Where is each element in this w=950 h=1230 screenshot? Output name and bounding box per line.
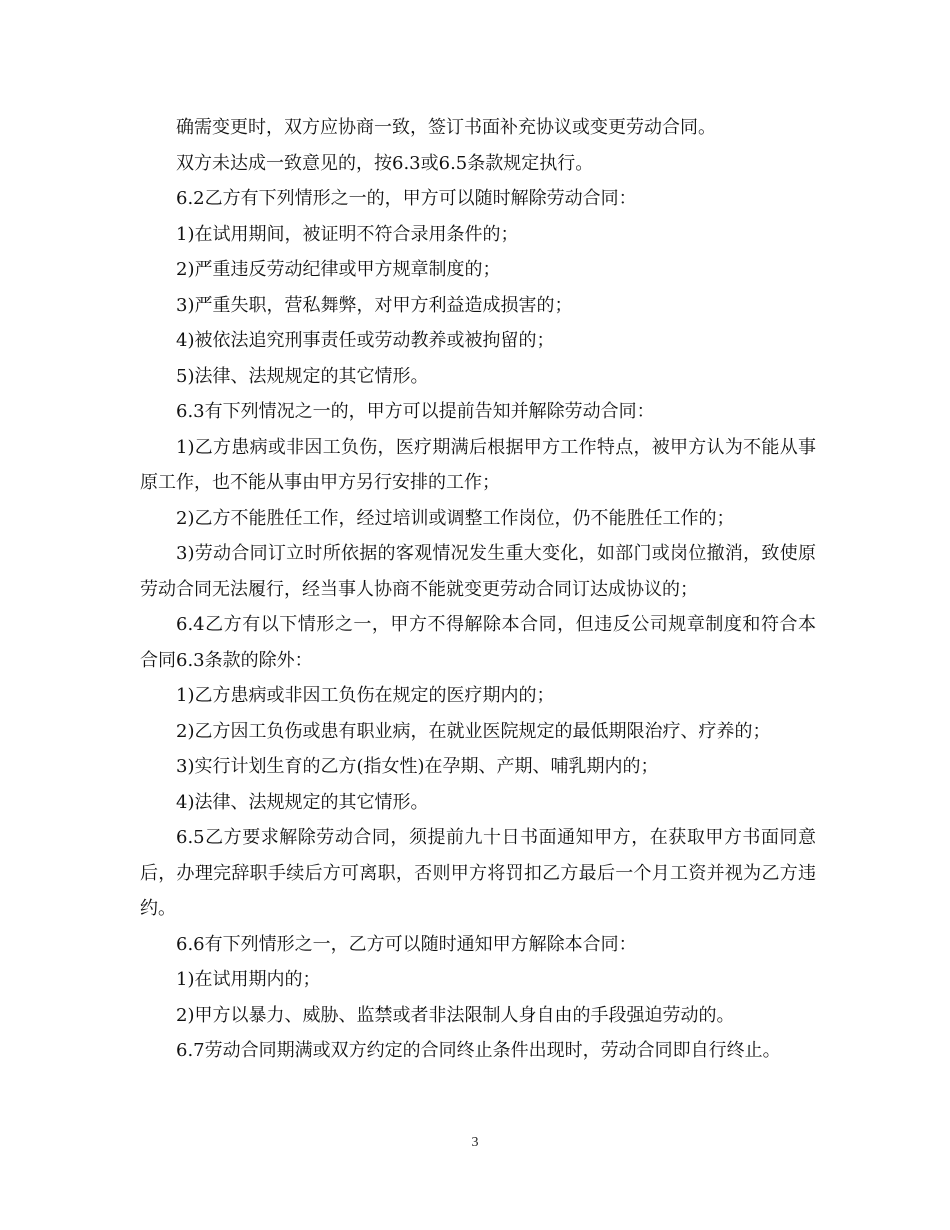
paragraph: 6.4乙方有以下情形之一，甲方不得解除本合同，但违反公司规章制度和符合本合同6.3条款的除外： xyxy=(140,614,816,671)
paragraph: 6.2乙方有下列情形之一的，甲方可以随时解除劳动合同： xyxy=(176,188,637,209)
paragraph: 1)乙方患病或非因工负伤在规定的医疗期内的； xyxy=(176,685,555,706)
paragraph: 6.6有下列情形之一，乙方可以随时通知甲方解除本合同： xyxy=(176,933,637,955)
paragraph: 5)法律、法规规定的其它情形。 xyxy=(176,365,429,387)
paragraph: 4)被依法追究刑事责任或劳动教养或被拘留的； xyxy=(176,330,555,351)
page-number: 3 xyxy=(471,1135,479,1150)
paragraph: 3)实行计划生育的乙方(指女性)在孕期、产期、哺乳期内的； xyxy=(176,756,659,777)
paragraph: 2)甲方以暴力、威胁、监禁或者非法限制人身自由的手段强迫劳动的。 xyxy=(176,1004,735,1026)
paragraph: 4)法律、法规规定的其它情形。 xyxy=(176,791,429,813)
paragraph: 2)乙方因工负伤或患有职业病，在就业医院规定的最低期限治疗、疗养的； xyxy=(176,720,771,742)
paragraph: 2)乙方不能胜任工作，经过培训或调整工作岗位，仍不能胜任工作的； xyxy=(176,507,735,529)
paragraph: 6.3有下列情况之一的，甲方可以提前告知并解除劳动合同： xyxy=(176,401,655,422)
document-body xyxy=(140,110,816,1069)
paragraph: 1)在试用期内的； xyxy=(176,969,321,990)
paragraph: 6.5乙方要求解除劳动合同，须提前九十日书面通知甲方，在获取甲方书面同意后，办理完辞职手续后方可离职，否则甲方将罚扣乙方最后一个月工资并视为乙方违约。 xyxy=(140,827,816,919)
paragraph: 1)在试用期间，被证明不符合录用条件的； xyxy=(176,223,519,245)
paragraph: 6.7劳动合同期满或双方约定的合同终止条件出现时，劳动合同即自行终止。 xyxy=(176,1040,781,1061)
paragraph: 2)严重违反劳动纪律或甲方规章制度的； xyxy=(176,259,501,280)
paragraph: 3)劳动合同订立时所依据的客观情况发生重大变化，如部门或岗位撤消，致使原劳动合同无法履行，经当事人协商不能就变更劳动合同订达成协议的； xyxy=(140,543,816,600)
paragraph: 1)乙方患病或非因工负伤，医疗期满后根据甲方工作特点，被甲方认为不能从事原工作，也不能从事由甲方另行安排的工作； xyxy=(140,436,816,493)
paragraph: 双方未达成一致意见的，按6.3或6.5条款规定执行。 xyxy=(176,152,594,174)
paragraph: 确需变更时，双方应协商一致，签订书面补充协议或变更劳动合同。 xyxy=(176,117,716,138)
paragraph: 3)严重失职，营私舞弊，对甲方利益造成损害的； xyxy=(176,294,573,316)
